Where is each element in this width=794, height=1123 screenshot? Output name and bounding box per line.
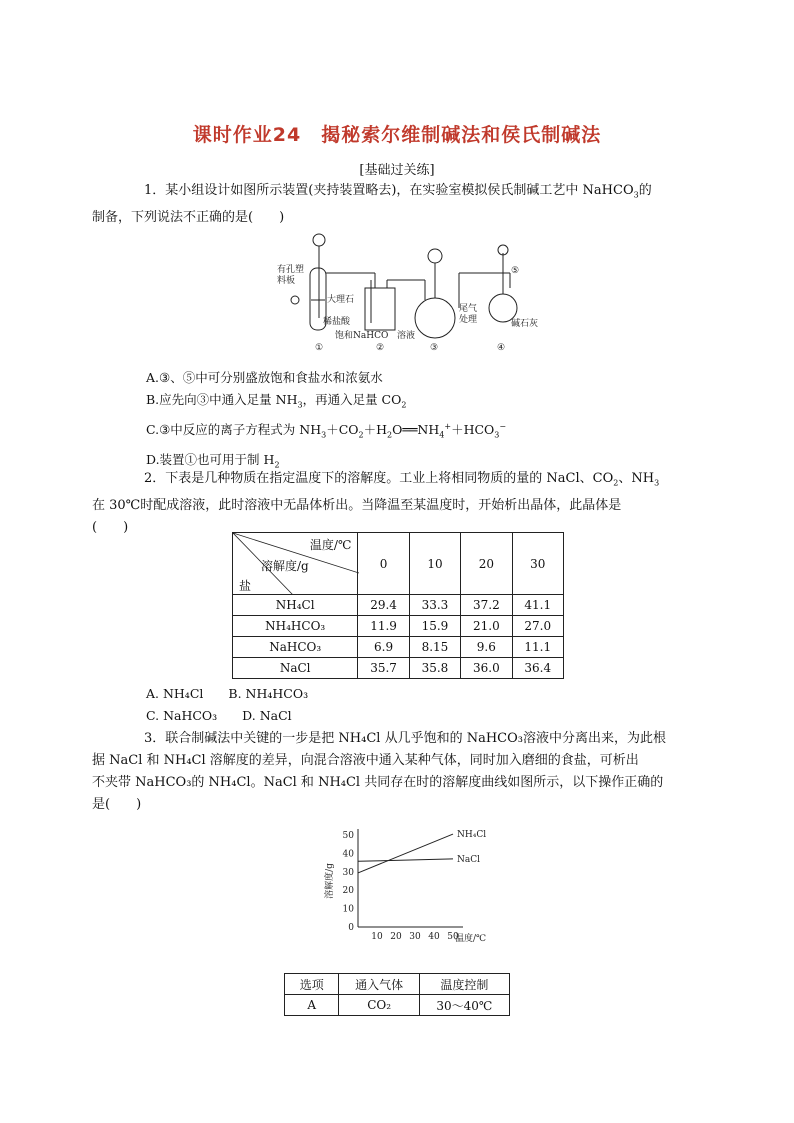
temp-30: 30 <box>512 533 563 595</box>
q1-option-b[interactable]: B.应先向③中通入足量 $NH_3$，再通入足量 $CO_2$ <box>146 392 407 410</box>
funnel-bulb <box>313 234 325 246</box>
x-tick-label: 40 <box>428 932 440 942</box>
q2-options-ab[interactable]: A. NH₄Cl B. NH₄HCO₃ <box>146 686 309 701</box>
series-label: NaCl <box>457 854 481 865</box>
y-tick-label: 20 <box>342 886 354 897</box>
svg-text:处理: 处理 <box>459 315 478 325</box>
q1-apparatus-figure <box>275 228 545 358</box>
x-axis-label: 温度/℃ <box>455 934 487 944</box>
svg-text:料板: 料板 <box>277 276 296 286</box>
q3-options-table: 选项 通入气体 温度控制 A CO₂ 30～40℃ <box>284 973 510 1016</box>
q3-stem: 3．联合制碱法中关键的一步是把 NH₄Cl 从几乎饱和的 NaHCO₃溶液中分离出来，为此根 据 NaCl 和 NH₄Cl 溶解度的差异，向混合溶液中通入某种气体，同时加入磨细的食盐，可析出 不夹带 NaHCO₃的 NH₄Cl。NaCl 和 NH₄Cl 共同存在时的溶解度曲线如图所示，以下操作正确的 是( ) <box>92 731 666 812</box>
series-line <box>358 859 453 861</box>
y-tick-label: 50 <box>342 831 354 841</box>
y-tick-label: 30 <box>342 867 354 878</box>
label-2: ② <box>376 343 385 353</box>
y-tick-label: 0 <box>348 923 354 933</box>
temp-0: 0 <box>358 533 409 595</box>
q1-option-d[interactable]: D.装置①也可用于制 $H_2$ <box>146 452 280 470</box>
x-tick-label: 50 <box>447 932 459 942</box>
y-tick-label: 10 <box>342 904 354 915</box>
label-3: ③ <box>430 343 439 353</box>
x-tick-label: 20 <box>390 932 402 942</box>
x-tick-label: 10 <box>371 932 383 942</box>
table-row: NH₄Cl 29.4 33.3 37.2 41.1 <box>233 595 564 616</box>
solubility-table <box>232 532 564 679</box>
y-axis-label: 溶解度/g <box>325 863 335 899</box>
temp-20: 20 <box>461 533 512 595</box>
svg-text:溶液: 溶液 <box>397 331 416 341</box>
svg-text:稀盐酸: 稀盐酸 <box>323 317 351 327</box>
q2-options-cd[interactable]: C. NaHCO₃ D. NaCl <box>146 708 292 723</box>
x-tick-label: 30 <box>409 932 421 942</box>
table-row: A CO₂ 30～40℃ <box>285 995 510 1016</box>
table-row: NaCl 35.7 35.8 36.0 36.4 <box>233 658 564 679</box>
solubility-chart <box>320 815 510 950</box>
q2-stem: 2．下表是几种物质在指定温度下的溶解度。工业上将相同物质的量的 NaCl、$CO_2$、$NH_3$ 在 30℃时配成溶液，此时溶液中无晶体析出。当降温至某温度时，开始析出晶体，此晶体是 ( ) <box>92 471 660 535</box>
series-label: NH₄Cl <box>457 830 487 841</box>
label-5: ⑤ <box>511 266 520 276</box>
svg-text:尾气: 尾气 <box>459 304 478 314</box>
q1-option-c[interactable]: C.③中反应的离子方程式为 $NH_3+CO_2+H_2O══NH_4^++HCO_3^-$ <box>146 421 507 440</box>
label-4: ④ <box>497 343 506 353</box>
section-heading: [基础过关练] <box>359 163 435 178</box>
page-title: 课时作业24 揭秘索尔维制碱法和侯氏制碱法 <box>192 124 602 146</box>
svg-text:碱石灰: 碱石灰 <box>511 319 539 329</box>
table-row: NH₄HCO₃ 11.9 15.9 21.0 27.0 <box>233 616 564 637</box>
q1-stem: 1．某小组设计如图所示装置(夹持装置略去)，在实验室模拟侯氏制碱工艺中 NaHCO$_3$的 制备，下列说法不正确的是( ) <box>92 183 652 225</box>
svg-text:饱和NaHCO: 饱和NaHCO <box>335 331 389 341</box>
series-line <box>358 834 453 873</box>
table-header-cell: 温度/℃ 溶解度/g 盐 <box>233 533 358 595</box>
table-row: NaHCO₃ 6.9 8.15 9.6 11.1 <box>233 637 564 658</box>
temp-10: 10 <box>409 533 460 595</box>
label-1: ① <box>315 343 324 353</box>
svg-text:有孔塑: 有孔塑 <box>277 265 305 275</box>
q1-option-a[interactable]: A.③、⑤中可分别盛放饱和食盐水和浓氨水 <box>146 370 383 385</box>
svg-text:大理石: 大理石 <box>327 295 355 305</box>
y-tick-label: 40 <box>342 849 354 860</box>
